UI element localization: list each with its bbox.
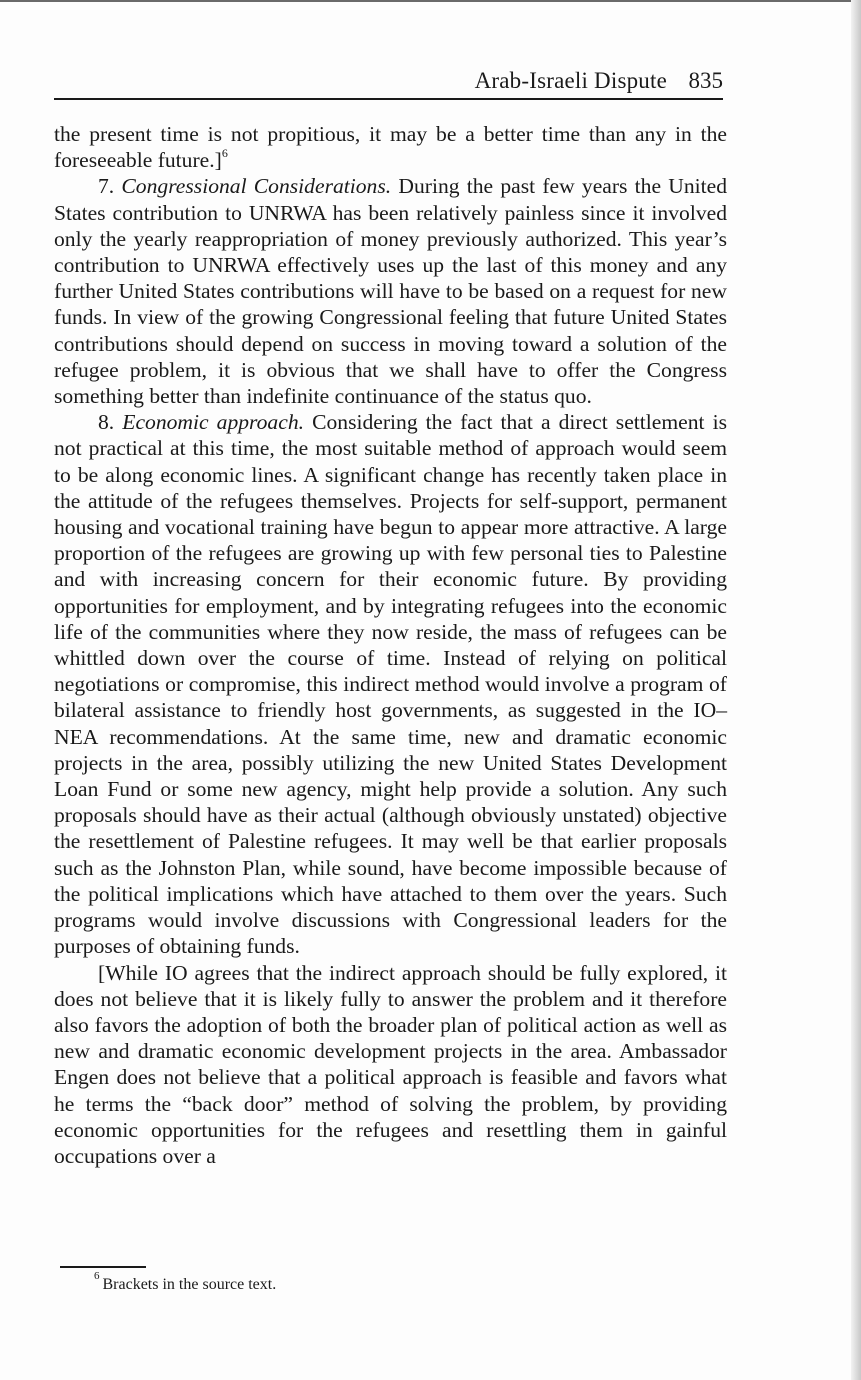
page-number: 835 xyxy=(688,68,723,93)
paragraph-heading: Congressional Considerations. xyxy=(121,174,392,199)
paragraph-text: [While IO agrees that the indirect approach should be fully explored, it does not believe that it is likely fully to answer the problem and it therefore also favors the adoption of both the broader plan of political action as well as new and dramatic economic development projects in the area. Ambassador Engen does not believe that a political approach is feasible and favors what he terms the “back door” method of solving the problem, by providing economic opportunities for the refugees and resettling them in gainful occupations over a xyxy=(54,960,727,1168)
paragraph-text: Considering the fact that a direct settlement is not practical at this time, the most suitable method of approach would seem to be along economic lines. A significant change has recently taken place in the attitude of the refugees themselves. Projects for self-support, permanent housing and vocational training have begun to appear more attractive. A large proportion of the refugees are growing up with few personal ties to Palestine and with increasing concern for their economic future. By providing opportunities for employment, and by integrating refugees into the economic life of the communities where they now reside, the mass of refugees can be whittled down over the course of time. Instead of relying on political negotiations or compromise, this indirect method would involve a program of bilateral assistance to friendly host governments, as suggested in the IO–NEA recommendations. At the same time, new and dramatic economic projects in the area, possibly utilizing the new United States Development Loan Fund or some new agency, might help provide a solution. Any such proposals should have as their actual (although obviously unstated) objective the resettlement of Palestine refugees. It may well be that earlier proposals such as the Johnston Plan, while sound, have become impossible because of the political implications which have attached to them over the years. Such programs would involve discussions with Congressional leaders for the purposes of obtaining funds. xyxy=(54,410,728,959)
paragraph-number: 7. xyxy=(98,174,122,199)
paragraph-economic-approach xyxy=(54,409,727,959)
body-text xyxy=(54,121,727,1169)
scan-right-edge xyxy=(851,0,861,1380)
paragraph-number: 8. xyxy=(98,410,123,435)
paragraph-heading: Economic approach. xyxy=(122,410,305,435)
footnote-text: Brackets in the source text. xyxy=(102,1276,277,1293)
paragraph-text: the present time is not propitious, it may be a better time than any in the foreseeable future.] xyxy=(54,122,727,173)
paragraph-text: During the past few years the United States contribution to UNRWA has been relatively painless since it involved only the yearly reappropriation of money previously authorized. This year’s contribution to UNRWA effectively uses up the last of this money and any further United States contributions will have to be based on a request for new funds. In view of the growing Congressional feeling that future United States contributions should depend on success in moving toward a solution of the refugee problem, it is obvious that we shall have to offer the Congress something better than indefinite continuance of the status quo. xyxy=(54,174,728,409)
running-head xyxy=(54,64,723,100)
paragraph-continuation xyxy=(54,121,727,173)
paragraph-io-position xyxy=(54,960,727,1170)
scan-top-edge xyxy=(0,0,861,2)
paragraph-congressional-considerations xyxy=(54,173,727,409)
footnote-reference: 6 xyxy=(221,146,228,161)
footnote-number: 6 xyxy=(94,1269,100,1282)
running-head-title: Arab-Israeli Dispute xyxy=(474,68,667,93)
footnote xyxy=(94,1269,277,1295)
footnote-divider xyxy=(60,1266,146,1268)
